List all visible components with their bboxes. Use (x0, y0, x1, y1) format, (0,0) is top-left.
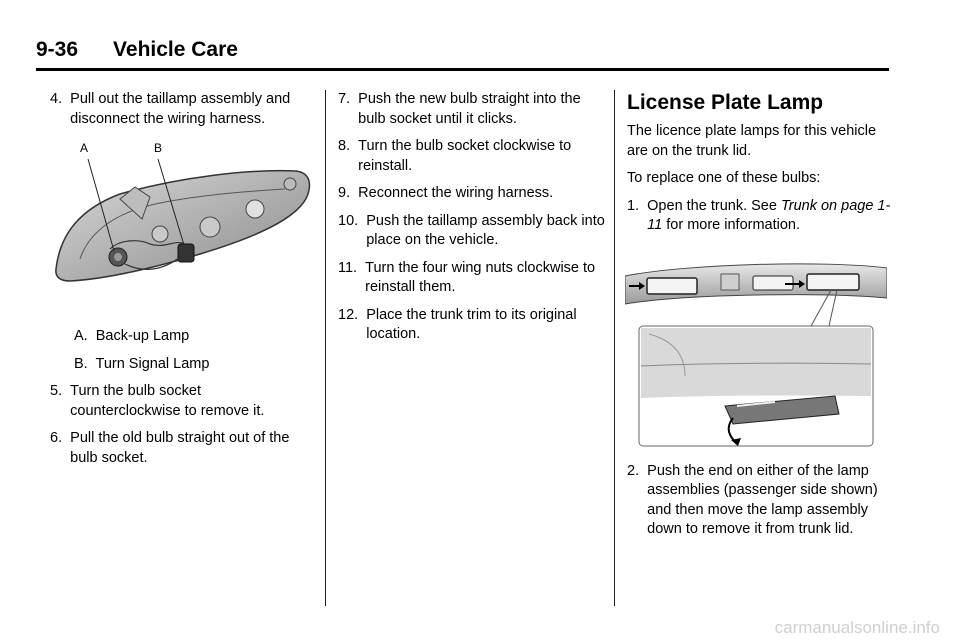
license-plate-illustration (625, 246, 887, 454)
step-number: 6. (50, 430, 71, 446)
step-number: 1. (627, 197, 648, 214)
step-number: 7. (338, 91, 359, 107)
step-number: 4. (50, 91, 71, 107)
step-number: 2. (627, 462, 648, 479)
step-text: Pull the old bulb straight out of the bulb socket. (70, 430, 290, 466)
step-text: Turn the bulb socket counterclockwise to remove it. (70, 383, 265, 419)
step-12 (338, 306, 606, 345)
figure-label-a: A (80, 141, 89, 155)
column-2 (338, 90, 606, 353)
step-text-pre: Open the trunk. See (647, 197, 781, 214)
step-8 (338, 137, 606, 176)
column-divider (325, 90, 326, 606)
step-2 (627, 462, 897, 540)
step-6 (50, 429, 315, 468)
section-heading: License Plate Lamp (627, 91, 824, 114)
step-9 (338, 184, 606, 204)
figure-label-b: B (154, 141, 163, 155)
license-plate-figure (625, 246, 887, 454)
step-number: 11. (338, 259, 366, 276)
taillamp-figure (50, 139, 312, 321)
step-text: Push the new bulb straight into the bulb socket until it clicks. (358, 91, 581, 127)
step-text: Pull out the taillamp assembly and disconnect the wiring harness. (70, 91, 291, 127)
step-number: 12. (338, 306, 367, 323)
page-header (36, 38, 889, 71)
step-text: Reconnect the wiring harness. (358, 185, 554, 201)
taillamp-illustration (50, 139, 312, 321)
replace-paragraph: To replace one of these bulbs: (627, 170, 821, 186)
step-number: 10. (338, 212, 367, 229)
step-number: 9. (338, 185, 359, 201)
column-3 (627, 90, 897, 548)
step-7 (338, 90, 606, 129)
intro-paragraph: The licence plate lamps for this vehicle are on the trunk lid. (627, 123, 877, 159)
caption-b: B. Turn Signal Lamp (74, 355, 210, 372)
step-text: Push the taillamp assembly back into place on the vehicle. (366, 212, 605, 248)
step-text: Turn the four wing nuts clockwise to reinstall them. (365, 259, 596, 295)
step-number: 5. (50, 383, 71, 399)
step-text: Push the end on either of the lamp assemblies (passenger side shown) and then move the lamp assembly down to remove it from trunk lid. (647, 462, 878, 537)
caption-a: A. Back-up Lamp (74, 328, 190, 344)
page-title: 9-36 Vehicle Care (36, 38, 238, 61)
watermark: carmanualsonline.info (774, 618, 940, 637)
step-text-post: for more information. (662, 217, 801, 233)
step-1 (627, 197, 897, 236)
step-10 (338, 212, 606, 251)
step-number: 8. (338, 138, 359, 154)
column-1 (50, 90, 315, 476)
step-4 (50, 90, 315, 129)
trunk-reference-link[interactable]: Trunk on page 1-11 (647, 197, 891, 233)
column-divider (614, 90, 615, 606)
step-5 (50, 382, 315, 421)
step-text (647, 197, 897, 236)
step-text: Turn the bulb socket clockwise to reinstall. (358, 138, 572, 174)
step-text: Place the trunk trim to its original location. (366, 306, 577, 342)
step-11 (338, 259, 606, 298)
